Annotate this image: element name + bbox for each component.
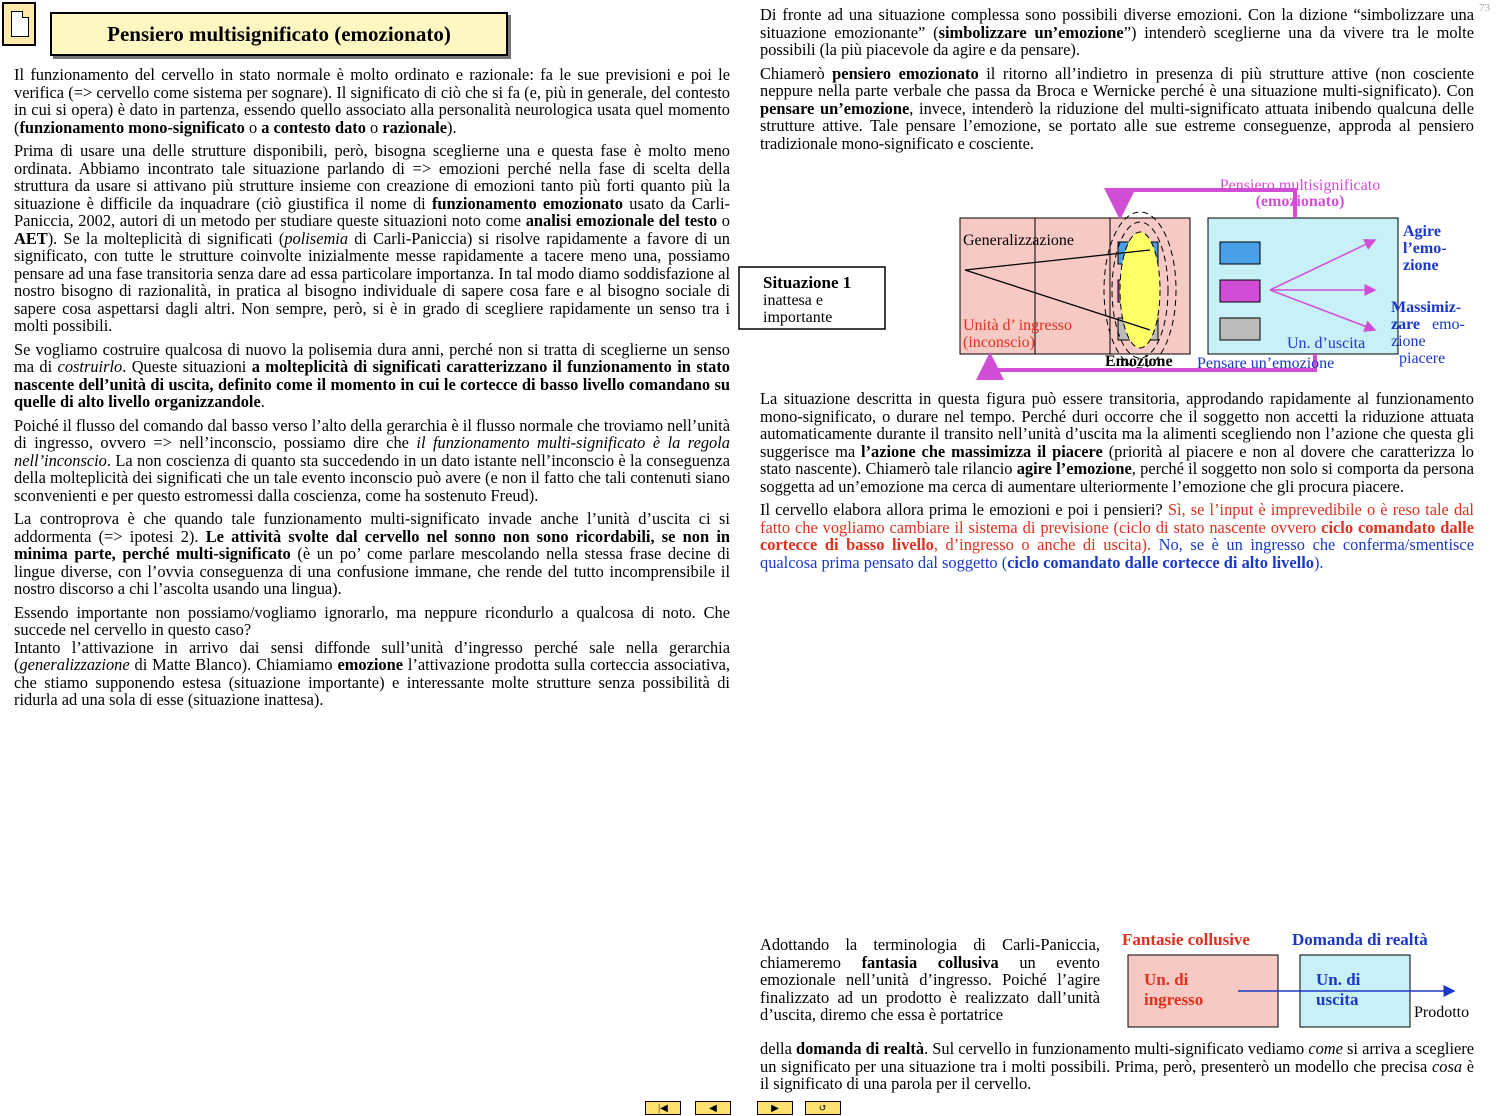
generalizzazione-label: Generalizzazione — [963, 232, 1075, 249]
domanda-label: Domanda di realtà — [1292, 930, 1428, 949]
paragraph-r3: La situazione descritta in questa figura può essere transitoria, approdando rapidamente al funzionamento mono-significato, o durare nel tempo. Perché duri occorre che il soggetto non accetti la riduzione attuata automaticamente durante il transito nell’unità d’uscita ma la alimenti scegliendo non l’azione che questa gli suggerisce ma l’azione che massimizza il piacere (priorità al piacere e non al dovere che caratterizza lo stato nascente). Chiamerò tale rilancio agire l’emozione, perché il soggetto non solo si comporta da persona soggetta ad un’emozione ma cerca di aumentare ulteriormente l’emozione che gli procura piacere. — [760, 389, 1474, 496]
paragraph-p4: Poiché il flusso del comando dal basso verso l’alto della gerarchia è il flusso normale che troviamo nell’unità di ingresso, ovvero => nell’inconscio, possiamo dire che il funzionamento multi-significato è la regola nell’inconscio. La non coscienza di quanto sta succedendo in un dato istante nell’inconscio è la conseguenza della molteplicità dei significati che un tale evento inconscio può avere (e non il fatto che tali contenuti siano sconvenienti e per questo estromessi dalla coscienza, come ha sostenuto Freud). — [14, 415, 730, 505]
massimiz-label-5: piacere — [1399, 350, 1446, 367]
next-page-button[interactable]: ▶ — [757, 1101, 793, 1115]
unita-ingresso-sub: (inconscio) — [963, 334, 1035, 351]
massimiz-label-4: zione — [1391, 333, 1426, 350]
page-icon[interactable] — [2, 2, 36, 46]
massimiz-label-1: Massimiz- — [1391, 299, 1462, 316]
left-column — [14, 66, 730, 715]
fantasie-domanda-diagram — [1118, 925, 1488, 1037]
agire-label-1: Agire — [1403, 223, 1441, 240]
pensiero-multisignificato-diagram — [735, 170, 1495, 380]
previous-page-button[interactable]: ◀ — [695, 1101, 731, 1115]
paragraph-p2: Prima di usare una delle strutture disponibili, però, bisogna sceglierne una e questa fase è molto meno ordinata. Abbiamo incontrato tale situazione parlando di => emozioni perché nella fase di scelta della struttura da usare si attivano più strutture insieme con creazione di emozioni tanto più forti quanto più la situazione è difficile da inquadrare (ciò giustifica il nome di funzionamento emozionato usato da Carli-Paniccia, 2002, autori di un metodo per studiare queste situazioni noto come analisi emozionale del testo o AET). Se la molteplicità di significati (polisemia di Carli-Paniccia) si risolve rapidamente a favore di un significato, con tutte le strutture coinvolte inizialmente messe rapidamente a tacere meno una, possiamo pensare ad una fase transitoria senza dare ad essa particolare importanza. In tal modo diamo soddisfazione al nostro bisogno di razionalità, in pratica al bisogno individuale di sapere cosa fare e al bisogno sociale di sapere cosa aspettarsi dagli altri. Non sempre, però, si è in grado di scegliere rapidamente un senso tra i molti possibili. — [14, 141, 731, 335]
situazione-sub2: importante — [763, 309, 833, 326]
un-uscita-label: Un. d’uscita — [1287, 335, 1366, 352]
paragraph-r1: Di fronte ad una situazione complessa sono possibili diverse emozioni. Con la dizione “simbolizzare una situazione emozionante” (simbolizzare un’emozione”) intenderò sceglierne una da vivere tra le molte possibili (la più piacevole da agire e da pensare). — [760, 5, 1474, 59]
paragraph-r2: Chiamerò pensiero emozionato il ritorno all’indietro in presenza di più strutture attive (non cosciente neppure nella parte verbale che passa da Broca e Wernicke perché è una situazione multi-significato). Con pensare un’emozione, invece, intenderò la riduzione del multi-significato attuata inibendo qualcuna delle strutture attive. Tale pensare l’emozione, se portato alle sue estreme conseguenze, approda al pensiero tradizionale mono-significato e cosciente. — [760, 63, 1474, 153]
diagram-title-2: (emozionato) — [1255, 193, 1345, 210]
unita-uscita-label-2: Un. di — [1316, 970, 1361, 989]
massimiz-label-3: emo- — [1432, 316, 1465, 333]
return-button[interactable]: ↺ — [805, 1101, 841, 1115]
massimiz-label-2: zare — [1391, 316, 1421, 333]
emozione-label: Emozione — [1105, 353, 1173, 370]
pensare-label: Pensare un’emozione — [1197, 355, 1335, 372]
unita-uscita-sub-2: uscita — [1316, 990, 1359, 1009]
page-title: Pensiero multisignificato (emozionato) — [50, 12, 508, 56]
prodotto-label: Prodotto — [1414, 1004, 1470, 1021]
unita-ingresso-label-2: Un. di — [1144, 970, 1189, 989]
paragraph-r6: Il cervello elabora allora prima le emozioni e poi i pensieri? Sì, se l’input è imprevedibile o è reso tale dal fatto che vogliamo cambiare il sistema di previsione (ciclo di stato nascente ovvero ciclo comandato dalle cortecce di basso livello, d’ingresso o anche di uscita). No, se è un ingresso che conferma/smentisce qualcosa prima pensato dal soggetto (ciclo comandato dalle cortecce di alto livello). — [760, 500, 1474, 572]
page-number: 73 — [1479, 2, 1490, 14]
paragraph-p9: Essendo importante non possiamo/vogliamo ignorarlo, ma neppure ricondurlo a qualcosa di noto. Che succede nel cervello in questo caso? Intanto l’attivazione in arrivo dai sensi diffonde sull’unità d’ingresso perché sale nella gerarchia (generalizzazione di Matte Blanco). Chiamiamo emozione l’attivazione prodotta sulla corteccia associativa, che stiamo supponendo estesa (situazione importante) e interessante molte strutture senza possibilità di ridurla ad una sola di esse (situazione inattesa). — [14, 602, 731, 709]
paragraph-p5: La controprova è che quando tale funzionamento multi-significato invade anche l’unità d’uscita ci si addormenta (=> ipotesi 2). Le attività svolte dal cervello nel sonno non sono ricordabili, se non in minima parte, perché multi-significato (è un po’ come parlare mescolando nella stessa frase decine di lingue diverse, con l’ovvia conseguenza di una confusione immane, che rende del tutto incomprensibile il nostro discorso a chi l’ascolta usando una lingua). — [14, 509, 730, 598]
fantasie-label: Fantasie collusive — [1122, 930, 1250, 949]
situazione-label: Situazione 1 — [763, 273, 852, 292]
unita-ingresso-label: Unità d’ ingresso — [963, 317, 1073, 334]
bottom-full-paragraph: della domanda di realtà. Sul cervello in funzionamento multi-significato vediamo come si arriva a scegliere un significato per una situazione tra i molti possibili. Prima, però, presenterò un modello che precisa cosa è il significato di una parola per il cervello. — [760, 1039, 1475, 1093]
bottom-left-paragraph: Adottando la terminologia di Carli-Paniccia, chiameremo fantasia collusiva un evento emozionale nell’unità d’ingresso. Poiché l’agire finalizzato ad un prodotto è realizzato dall’unità d’uscita, diremo che essa è portatrice — [760, 935, 1100, 1024]
paragraph-p3: Se vogliamo costruire qualcosa di nuovo la polisemia dura anni, perché non si tratta di sceglierne un senso ma di costruirlo. Queste situazioni a molteplicità di significati caratterizzano il funzionamento in stato nascente dell’unità di uscita, definito come il momento in cui le cortecce di basso livello comandano su quelle di alto livello organizzandole. — [14, 339, 730, 411]
right-column-middle — [760, 390, 1474, 577]
agire-label-2: l’emo- — [1403, 240, 1447, 257]
paragraph-p1: Il funzionamento del cervello in stato normale è molto ordinato e razionale: fa le sue previsioni e poi le verifica (=> cervello come sistema per sognare). Il significato di ciò che si fa (e, più in generale, del contesto in cui si opera) è dato in partenza, essendo quello associato alla personalità neurologica usata quel momento (funzionamento mono-significato o a contesto dato o razionale). — [14, 65, 730, 137]
diagram-title-1: Pensiero multisignificato — [1219, 177, 1381, 194]
situazione-sub1: inattesa e — [763, 292, 823, 309]
agire-label-3: zione — [1403, 257, 1439, 274]
first-page-button[interactable]: |◀ — [645, 1101, 681, 1115]
right-column-top — [760, 6, 1474, 158]
unita-ingresso-sub-2: ingresso — [1144, 990, 1204, 1009]
